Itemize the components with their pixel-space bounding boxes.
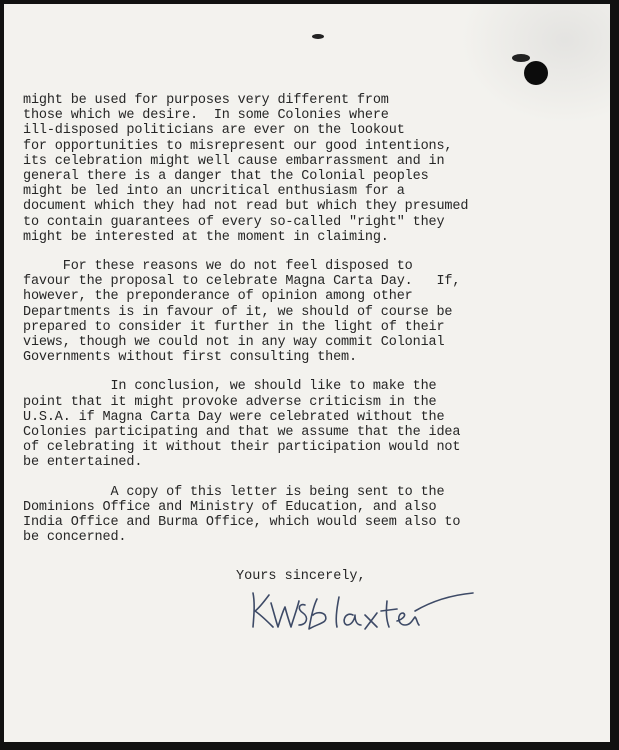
text-line: might be led into an uncritical enthusiasm for a [23, 184, 405, 200]
text-line: be entertained. [23, 455, 143, 471]
paragraph-1 [23, 93, 593, 245]
text-line: ill-disposed politicians are ever on the lookout [23, 123, 405, 139]
text-line: U.S.A. if Magna Carta Day were celebrated without the [23, 409, 445, 425]
text-line: of celebrating it without their participation would not [23, 440, 461, 456]
closing-salutation: Yours sincerely, [236, 569, 366, 584]
text-line: document which they had not read but which they presumed [23, 199, 469, 215]
letter-body [23, 93, 593, 545]
text-line: Colonies participating and that we assume that the idea [23, 425, 461, 441]
signature-image [247, 589, 477, 637]
text-line: might be used for purposes very different from [23, 93, 389, 108]
text-line: A copy of this letter is being sent to the [23, 484, 445, 500]
ink-mark [512, 54, 530, 62]
text-line: might be interested at the moment in claiming. [23, 229, 389, 245]
ink-mark [312, 34, 324, 39]
punch-hole [524, 61, 548, 85]
text-line: general there is a danger that the Colonial peoples [23, 169, 429, 185]
paragraph-4 [23, 485, 593, 546]
text-line: For these reasons we do not feel disposed to [23, 259, 413, 275]
text-line: prepared to consider it further in the light of their [23, 319, 445, 335]
text-line: In conclusion, we should like to make the [23, 379, 437, 395]
text-line: however, the preponderance of opinion among other [23, 289, 413, 305]
text-line: point that it might provoke adverse criticism in the [23, 394, 437, 410]
paragraph-2 [23, 259, 593, 365]
letter-page [4, 4, 610, 742]
text-line: its celebration might well cause embarrassment and in [23, 153, 445, 169]
handwritten-signature [247, 589, 477, 637]
text-line: Governments without first consulting them. [23, 350, 357, 366]
text-line: for opportunities to misrepresent our good intentions, [23, 138, 453, 154]
text-line: be concerned. [23, 530, 127, 546]
text-line: views, though we could not in any way commit Colonial [23, 335, 445, 351]
text-line: India Office and Burma Office, which would seem also to [23, 515, 461, 531]
text-line: those which we desire. In some Colonies where [23, 108, 389, 124]
paragraph-3 [23, 379, 593, 470]
text-line: Dominions Office and Ministry of Education, and also [23, 499, 437, 515]
text-line: to contain guarantees of every so-called "right" they [23, 214, 445, 230]
text-line: Departments is in favour of it, we should of course be [23, 304, 453, 320]
text-line: favour the proposal to celebrate Magna Carta Day. If, [23, 274, 461, 290]
